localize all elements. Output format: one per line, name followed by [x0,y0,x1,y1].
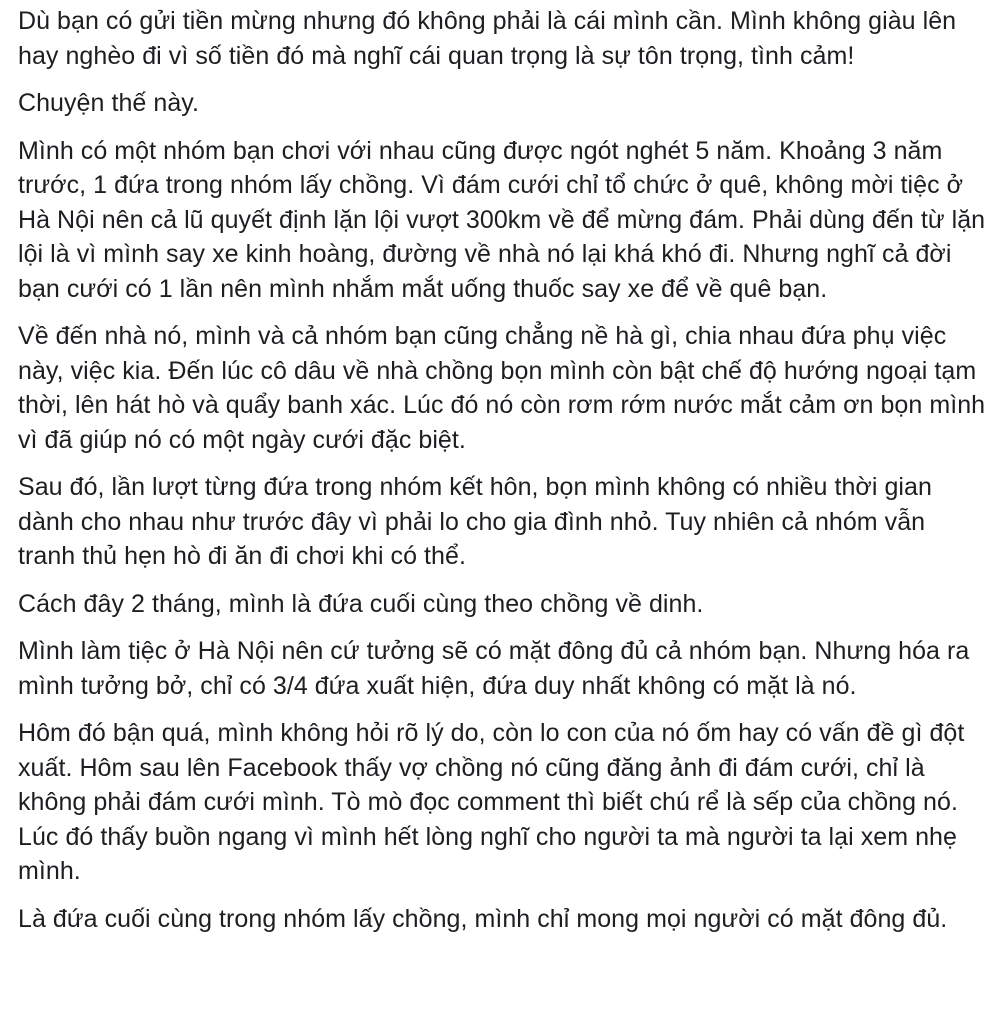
post-paragraph-9: Là đứa cuối cùng trong nhóm lấy chồng, mình chỉ mong mọi người có mặt đông đủ. [18,904,948,933]
post-paragraph-6: Cách đây 2 tháng, mình là đứa cuối cùng theo chồng về dinh. [18,589,704,618]
post-paragraph-1: Dù bạn có gửi tiền mừng nhưng đó không phải là cái mình cần. Mình không giàu lên hay nghèo đi vì số tiền đó mà nghĩ cái quan trọng là sự tôn trọng, tình cảm! [18,7,957,70]
post-paragraph-2: Chuyện thế này. [18,89,199,117]
post-body [18,4,988,936]
post-paragraph-8: Hôm đó bận quá, mình không hỏi rõ lý do, còn lo con của nó ốm hay có vấn đề gì đột xuất. Hôm sau lên Facebook thấy vợ chồng nó cũng đăng ảnh đi đám cưới, chỉ là không phải đám cưới mình. Tò mò đọc comment thì biết chú rể là sếp của chồng nó. Lúc đó thấy buồn ngang vì mình hết lòng nghĩ cho người ta mà người ta lại xem nhẹ mình. [18,719,965,885]
post-paragraph-7: Mình làm tiệc ở Hà Nội nên cứ tưởng sẽ có mặt đông đủ cả nhóm bạn. Nhưng hóa ra mình tưởng bở, chỉ có 3/4 đứa xuất hiện, đứa duy nhất không có mặt là nó. [18,637,970,700]
post-paragraph-4: Về đến nhà nó, mình và cả nhóm bạn cũng chẳng nề hà gì, chia nhau đứa phụ việc này, việc kia. Đến lúc cô dâu về nhà chồng bọn mình còn bật chế độ hướng ngoại tạm thời, lên hát hò và quẩy banh xác. Lúc đó nó còn rơm rớm nước mắt cảm ơn bọn mình vì đã giúp nó có một ngày cưới đặc biệt. [18,322,986,454]
post-paragraph-3: Mình có một nhóm bạn chơi với nhau cũng được ngót nghét 5 năm. Khoảng 3 năm trước, 1 đứa trong nhóm lấy chồng. Vì đám cưới chỉ tổ chức ở quê, không mời tiệc ở Hà Nội nên cả lũ quyết định lặn lội vượt 300km về để mừng đám. Phải dùng đến từ lặn lội là vì mình say xe kinh hoàng, đường về nhà nó lại khá khó đi. Nhưng nghĩ cả đời bạn cưới có 1 lần nên mình nhắm mắt uống thuốc say xe để về quê bạn. [18,136,986,303]
post-paragraph-5: Sau đó, lần lượt từng đứa trong nhóm kết hôn, bọn mình không có nhiều thời gian dành cho nhau như trước đây vì phải lo cho gia đình nhỏ. Tuy nhiên cả nhóm vẫn tranh thủ hẹn hò đi ăn đi chơi khi có thể. [18,473,932,570]
